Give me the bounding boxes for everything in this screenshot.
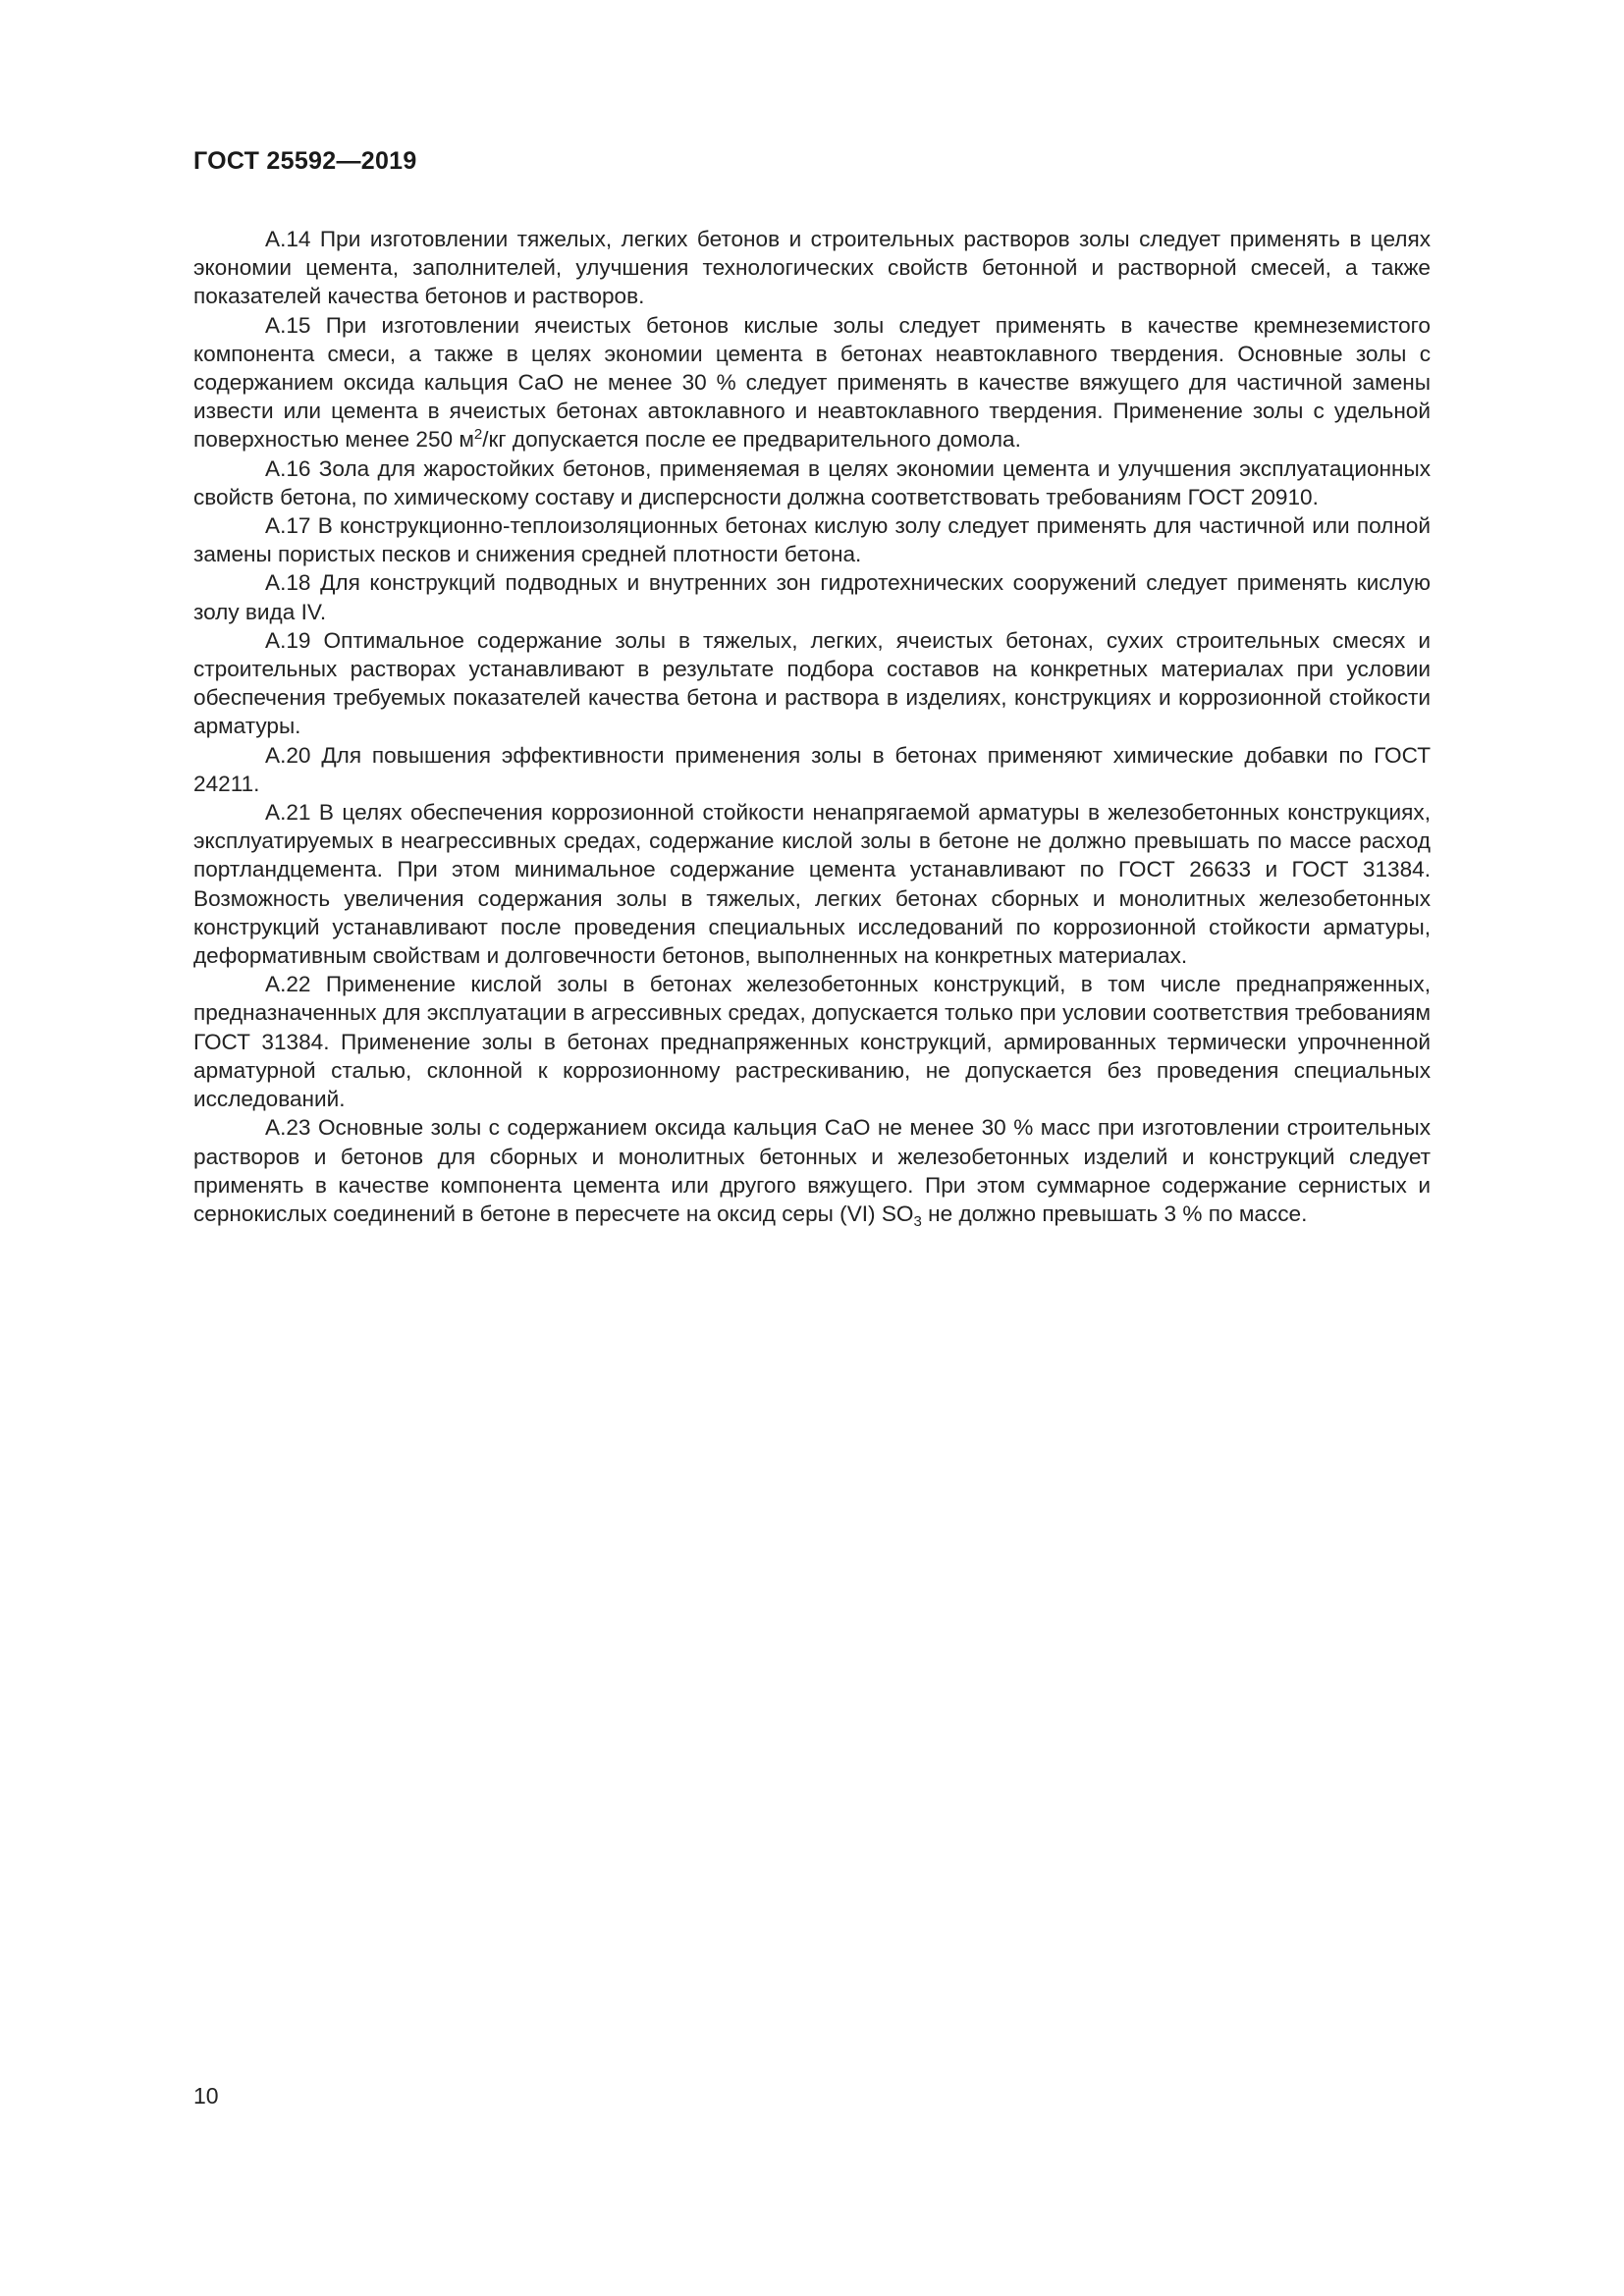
paragraph-a15-text-end: /кг допускается после ее предварительного домола. bbox=[482, 427, 1021, 453]
paragraph-a23-text-end: не должно превышать 3 % по массе. bbox=[921, 1201, 1308, 1226]
paragraph-a21: А.21 В целях обеспечения коррозионной стойкости ненапрягаемой арматуры в железобетонных конструкциях, эксплуатируемых в неагрессивных средах, содержание кислой золы в бетоне не должно превышать по массе расход портландцемента. При этом минимальное содержание цемента устанавливают по ГОСТ 26633 и ГОСТ 31384. Возможность увеличения содержания золы в тяжелых, легких бетонах сборных и монолитных железобетонных конструкций устанавливают после проведения специальных исследований по коррозионной стойкости арматуры, деформативным свойствам и долговечности бетонов, выполненных на конкретных материалах. bbox=[193, 800, 1431, 969]
paragraph-a20: А.20 Для повышения эффективности применения золы в бетонах применяют химические добавки по ГОСТ 24211. bbox=[193, 742, 1431, 796]
paragraph-a16: А.16 Зола для жаростойких бетонов, применяемая в целях экономии цемента и улучшения эксплуатационных свойств бетона, по химическому составу и дисперсности должна соответствовать требованиям ГОСТ 20910. bbox=[193, 455, 1431, 509]
paragraph-a18: А.18 Для конструкций подводных и внутренних зон гидротехнических сооружений следует применять кислую золу вида IV. bbox=[193, 570, 1431, 624]
document-header bbox=[193, 147, 417, 176]
paragraph-a15-text: А.15 При изготовлении ячеистых бетонов кислые золы следует применять в качестве кремнеземистого компонента смеси, а также в целях экономии цемента в бетонах неавтоклавного твердения. Основные золы с содержанием оксида кальция СаО не менее 30 % следует применять в качестве вяжущего для частичной замены извести или цемента в ячеистых бетонах автоклавного и неавтоклавного твердения. Применение золы с удельной поверхностью менее 250 м bbox=[193, 312, 1431, 453]
page-number: 10 bbox=[193, 2083, 219, 2109]
paragraph-a22: А.22 Применение кислой золы в бетонах железобетонных конструкций, в том числе преднапряженных, предназначенных для эксплуатации в агрессивных средах, допускается только при условии соответствия требованиям ГОСТ 31384. Применение золы в бетонах преднапряженных конструкций, армированных термически упрочненной арматурной сталью, склонной к коррозионному растрескиванию, не допускается без проведения специальных исследований. bbox=[193, 972, 1431, 1112]
document-body bbox=[193, 225, 1431, 1228]
paragraph-a19: А.19 Оптимальное содержание золы в тяжелых, легких, ячеистых бетонах, сухих строительных смесях и строительных растворах устанавливают в результате подбора составов на конкретных материалах при условии обеспечения требуемых показателей качества бетона и раствора в изделиях, конструкциях и коррозионной стойкости арматуры. bbox=[193, 627, 1431, 739]
paragraph-a23-text: А.23 Основные золы с содержанием оксида кальция СаО не менее 30 % масс при изготовлении строительных растворов и бетонов для сборных и монолитных бетонных и железобетонных изделий и конструкций следует применять в качестве компонента цемента или другого вяжущего. При этом суммарное содержание сернистых и сернокислых соединений в бетоне в пересчете на оксид серы (VI) SO bbox=[193, 1115, 1431, 1226]
paragraph-a14: А.14 При изготовлении тяжелых, легких бетонов и строительных растворов золы следует применять в целях экономии цемента, заполнителей, улучшения технологических свойств бетонной и растворной смесей, а также показателей качества бетонов и растворов. bbox=[193, 227, 1431, 309]
subscript-index: 3 bbox=[913, 1212, 922, 1230]
paragraph-a23 bbox=[193, 1113, 1431, 1228]
paragraph-a15 bbox=[193, 311, 1431, 454]
superscript-exponent: 2 bbox=[473, 426, 483, 444]
standard-designation: ГОСТ 25592—2019 bbox=[193, 147, 417, 175]
paragraph-a17: А.17 В конструкционно-теплоизоляционных бетонах кислую золу следует применять для частичной или полной замены пористых песков и снижения средней плотности бетона. bbox=[193, 513, 1431, 567]
